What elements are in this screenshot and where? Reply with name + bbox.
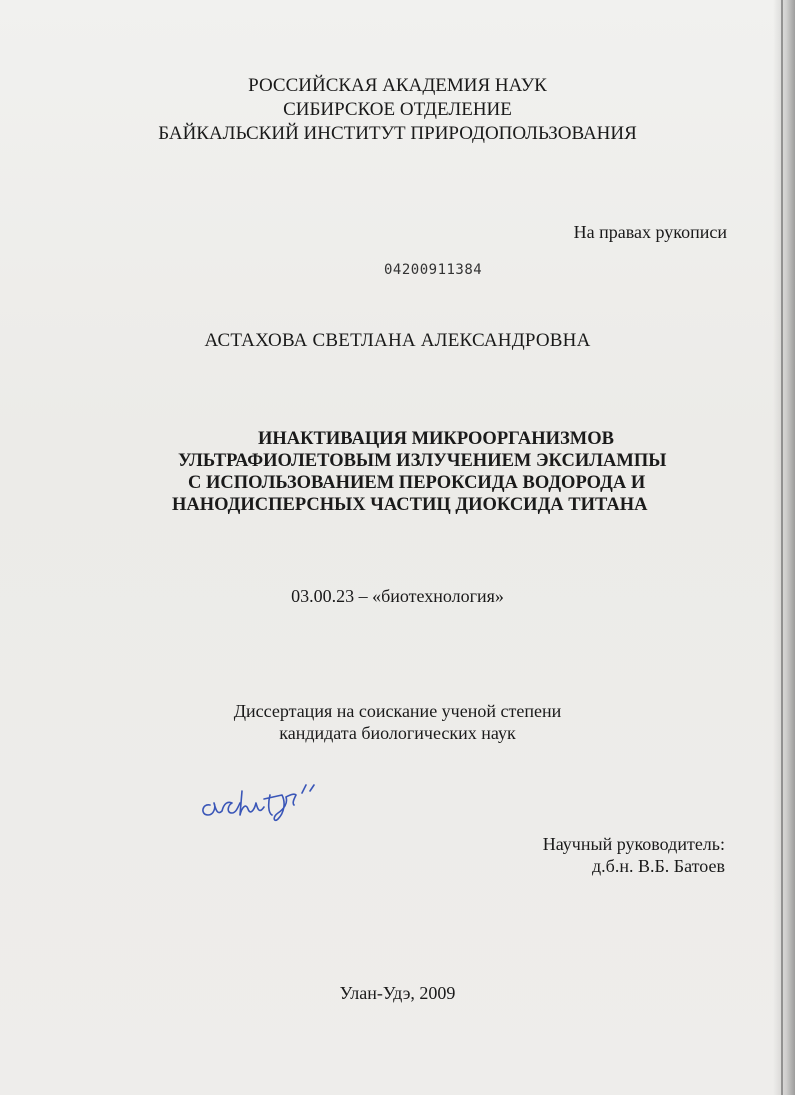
handwritten-signature [198,773,328,833]
degree-line-1: Диссертация на соискание ученой степени [233,701,562,721]
scientific-supervisor [543,833,725,877]
dissertation-title [0,428,795,524]
degree-line-2: кандидата биологических наук [279,723,516,743]
title-line-1: ИНАКТИВАЦИЯ МИКРООРГАНИЗМОВ [258,429,614,449]
title-line-2: УЛЬТРАФИОЛЕТОВЫМ ИЗЛУЧЕНИЕМ ЭКСИЛАМПЫ [178,451,667,471]
title-line-4: НАНОДИСПЕРСНЫХ ЧАСТИЦ ДИОКСИДА ТИТАНА [172,495,648,515]
degree-statement [0,700,795,744]
title-line-3: С ИСПОЛЬЗОВАНИЕМ ПЕРОКСИДА ВОДОРОДА И [188,473,646,493]
author-name: АСТАХОВА СВЕТЛАНА АЛЕКСАНДРОВНА [204,330,591,351]
header-line-institute: БАЙКАЛЬСКИЙ ИНСТИТУТ ПРИРОДОПОЛЬЗОВАНИЯ [158,123,637,144]
city-year: Улан-Удэ, 2009 [339,983,456,1003]
page-edge-line [781,0,783,1095]
page-edge-shadow [773,0,795,1095]
registration-number: 04200911384 [384,262,483,278]
header-line-academy: РОССИЙСКАЯ АКАДЕМИЯ НАУК [248,75,547,96]
supervisor-name: д.б.н. В.Б. Батоев [592,856,725,876]
specialty-code: 03.00.23 – «биотехнология» [291,586,504,606]
institution-header [0,74,795,146]
supervisor-label: Научный руководитель: [542,834,725,854]
manuscript-note: На правах рукописи [573,222,727,242]
header-line-branch: СИБИРСКОЕ ОТДЕЛЕНИЕ [283,99,512,120]
